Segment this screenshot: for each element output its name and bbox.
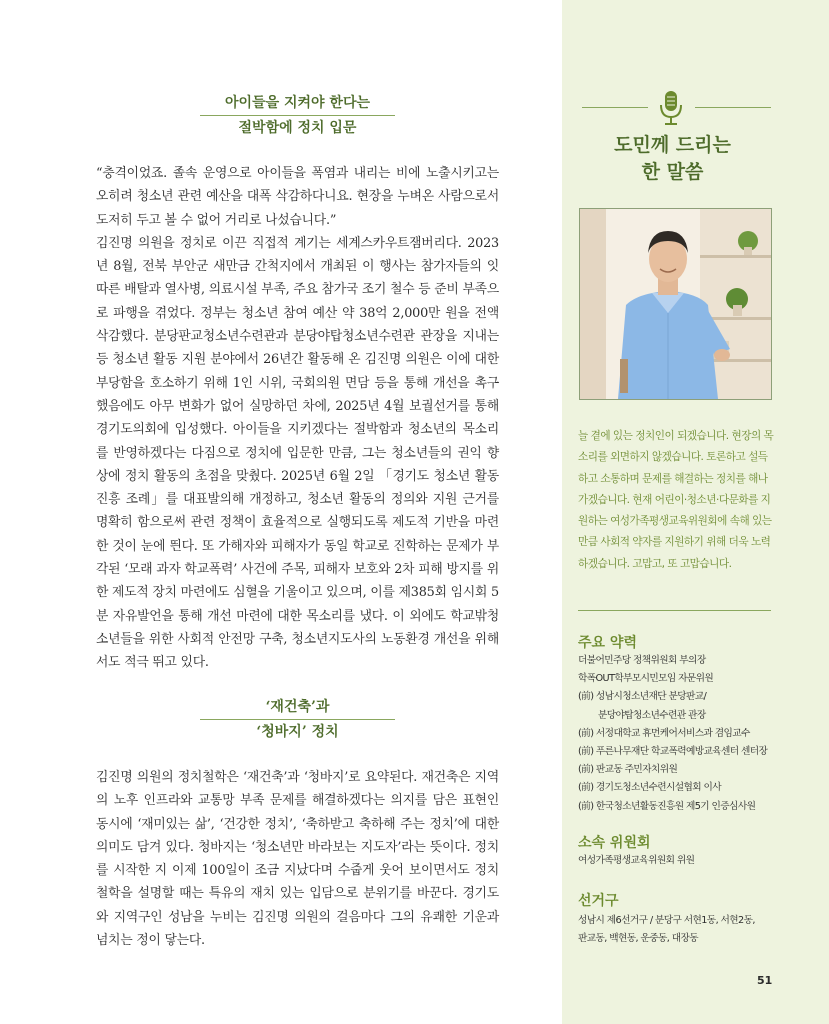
list-item: (前) 성남시청소년재단 분당판교/ — [578, 691, 707, 703]
page-number: 51 — [757, 974, 773, 987]
list-item: 여성가족평생교육위원회 위원 — [578, 855, 695, 866]
sidebar-quote — [578, 426, 774, 575]
section-heading-2-line1: ‘재건축’과 — [265, 699, 330, 715]
sidebar-title — [585, 132, 760, 186]
heading-divider — [200, 719, 395, 720]
sidebar-rule-right — [695, 107, 771, 108]
career-title: 주요 약력 — [578, 635, 637, 651]
sidebar-rule-left — [582, 107, 648, 108]
list-item: (前) 한국청소년활동진흥원 제5기 인증심사원 — [578, 800, 756, 812]
section-heading-2 — [200, 696, 395, 743]
list-item: (前) 서정대학교 휴먼케어서비스과 겸임교수 — [578, 727, 750, 739]
list-item: 더불어민주당 정책위원회 부의장 — [578, 655, 706, 666]
sidebar-title-line1: 도민께 드리는 — [614, 134, 731, 156]
committee-list — [578, 852, 774, 870]
section-2-body — [96, 766, 499, 952]
heading-divider — [200, 115, 395, 116]
section-heading-2-line2: ‘청바지’ 정치 — [256, 724, 339, 740]
list-item: 성남시 제6선거구 / 분당구 서현1동, 서현2동, — [578, 915, 755, 926]
list-item: (前) 경기도청소년수련시설협회 이사 — [578, 782, 722, 794]
district-list — [578, 912, 774, 948]
sidebar-divider — [578, 610, 771, 611]
section-heading-1-line1: 아이들을 지켜야 한다는 — [225, 95, 370, 111]
section-1-body — [96, 162, 499, 675]
section-heading-1-line2: 절박함에 정치 입문 — [238, 120, 357, 136]
list-item: (前) 판교동 주민자치위원 — [578, 764, 678, 776]
portrait-photo — [579, 208, 772, 400]
body-paragraph: 김진명 의원을 정치로 이끈 직접적 계기는 세계스카우트잼버리다. 2023년 8월, 전북 부안군 새만금 간척지에서 개최된 이 행사는 참가자들의 잇따른 배탈과 열사병, 의료시설 부족, 주요 참가국 조기 철수 등 준비 부족으로 파행을 겪었다. 정부는 청소년 참여 예산 약 38억 2,000만 원을 전액 삭감했다. 분당판교청소년수련관과 분당야탑청소년수련관 관장을 지내는 등 청소년 활동 지원 분야에서 26년간 활동해 온 김진명 의원은 이에 대한 부당함을 호소하기 위해 1인 시위, 국회의원 면담 등을 통해 개선을 촉구했음에도 아무 변화가 없어 실망하던 차에, 2025년 4월 보궐선거를 통해 경기도의회에 입성했다. 아이들을 지키겠다는 절박함과 청소년의 목소리를 반영하겠다는 다짐으로 정치에 입문한 만큼, 그는 청소년들의 권익 향상에 정치 활동의 초점을 맞췄다. 2025년 6월 2일 「경기도 청소년 활동 진흥 조례」를 대표발의해 개정하고, 청소년 활동의 정의와 지원 근거를 명확히 함으로써 관련 정책이 효율적으로 실행되도록 제도적 기반을 마련한 것이 눈에 띈다. 또 가해자와 피해자가 동일 학교로 진학하는 문제가 부각된 ‘모래 과자 학교폭력’ 사건에 주목, 피해자 보호와 2차 피해 방지를 위한 제도적 장치 마련에도 심혈을 기울이고 있으며, 이를 제385회 임시회 5분 자유발언을 통해 개선 마련에 대한 목소리를 냈다. 이 외에도 학교밖청소년들을 위한 사회적 안전망 구축, 청소년지도사의 노동환경 개선을 위해서도 적극 뛰고 있다. — [96, 235, 499, 671]
list-item: 학폭OUT학부모시민모임 자문위원 — [578, 673, 714, 685]
list-item: (前) 푸른나무재단 학교폭력예방교육센터 센터장 — [578, 746, 768, 758]
microphone-icon — [658, 90, 684, 126]
intro-quote: “충격이었죠. 졸속 운영으로 아이들을 폭염과 내리는 비에 노출시키고는 오히려 청소년 관련 예산을 대폭 삭감하다니요. 현장을 누벼온 사람으로서 도저히 두고 볼 수 없어 거리로 나섰습니다.” — [96, 166, 499, 228]
list-item: 판교동, 백현동, 운중동, 대장동 — [578, 933, 698, 945]
career-list — [578, 652, 774, 816]
committee-title: 소속 위원회 — [578, 835, 651, 851]
sidebar-quote-text: 늘 곁에 있는 정치인이 되겠습니다. 현장의 목소리를 외면하지 않겠습니다. 토론하고 설득하고 소통하며 문제를 해결하는 정치를 해나가겠습니다. 현재 어린이·청소년·다문화를 지원하는 여성가족평생교육위원회에 속해 있는 만큼 사회적 약자를 지원하기 위해 더욱 노력하겠습니다. 고맙고, 또 고맙습니다. — [578, 430, 774, 570]
body-paragraph: 김진명 의원의 정치철학은 ‘재건축’과 ‘청바지’로 요약된다. 재건축은 지역의 노후 인프라와 교통망 부족 문제를 해결하겠다는 의지를 담은 표현인 동시에 ‘재미있는 삶’, ‘건강한 정치’, ‘축하받고 축하해 주는 정치’에 대한 의미도 담겨 있다. 청바지는 ‘청소년만 바라보는 지도자’라는 뜻이다. 정치를 시작한 지 이제 100일이 조금 지났다며 수줍게 웃어 보이면서도 정치철학을 설명할 때는 특유의 재치 있는 입담으로 분위기를 바꾼다. 경기도와 지역구인 성남을 누비는 김진명 의원의 걸음마다 그의 유쾌한 기운과 넘치는 정이 닿는다. — [96, 770, 499, 949]
section-heading-1 — [200, 92, 395, 139]
sidebar-title-line2: 한 말씀 — [641, 161, 704, 183]
list-item: 분당야탑청소년수련관 관장 — [598, 709, 706, 721]
district-title: 선거구 — [578, 893, 619, 909]
